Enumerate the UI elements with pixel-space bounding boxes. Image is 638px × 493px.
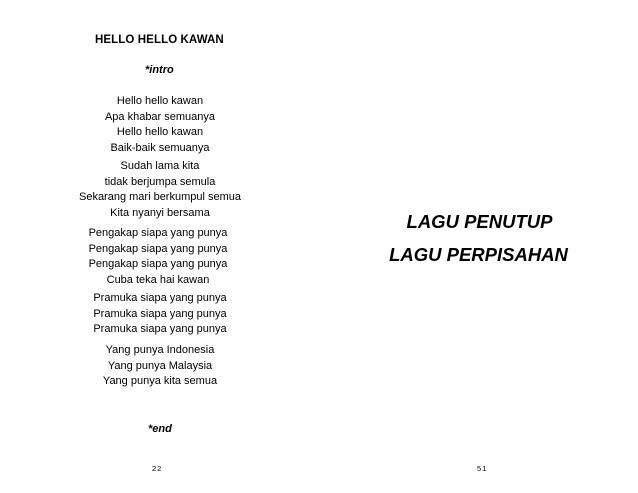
section-heading [319, 205, 638, 271]
lyric-line: Apa khabar semuanya [104, 110, 216, 123]
stanza-4 [0, 291, 320, 338]
song-title: HELLO HELLO KAWAN [95, 34, 224, 46]
lyric-line: Yang punya Indonesia [105, 344, 215, 356]
stanza-3 [0, 226, 318, 288]
lyric-line: Cuba teka hai kawan [106, 273, 210, 286]
lyric-line: Hello hello kawan [116, 95, 204, 107]
lyric-line: Yang punya Malaysia [107, 359, 213, 372]
heading-line-closing-song: LAGU PENUTUP [406, 211, 553, 232]
stanza-5 [0, 343, 320, 390]
lyric-line: Pramuka siapa yang punya [93, 307, 227, 320]
right-page [319, 0, 638, 493]
intro-marker: *intro [145, 64, 174, 76]
lyric-line: Pengakap siapa yang punya [88, 242, 228, 255]
stanza-2 [0, 159, 320, 221]
lyric-line: Hello hello kawan [116, 126, 204, 138]
lyric-line: Sekarang mari berkumpul semua [78, 191, 242, 203]
page-number-right: 51 [477, 464, 488, 473]
end-marker: *end [148, 423, 172, 435]
lyric-line: Pramuka siapa yang punya [93, 323, 227, 335]
lyric-line: Pengakap siapa yang punya [88, 258, 228, 270]
lyric-line: tidak berjumpa semula [104, 175, 216, 188]
heading-line-farewell-song: LAGU PERPISAHAN [389, 244, 568, 265]
page-number-left: 22 [152, 464, 163, 473]
lyric-line: Pramuka siapa yang punya [93, 292, 227, 304]
lyric-line: Yang punya kita semua [102, 375, 218, 387]
lyric-line: Pengakap siapa yang punya [88, 227, 228, 239]
lyric-line: Sudah lama kita [120, 160, 200, 172]
lyric-line: Baik-baik semuanya [110, 141, 210, 154]
stanza-1 [0, 94, 320, 156]
lyric-line: Kita nyanyi bersama [110, 206, 210, 219]
